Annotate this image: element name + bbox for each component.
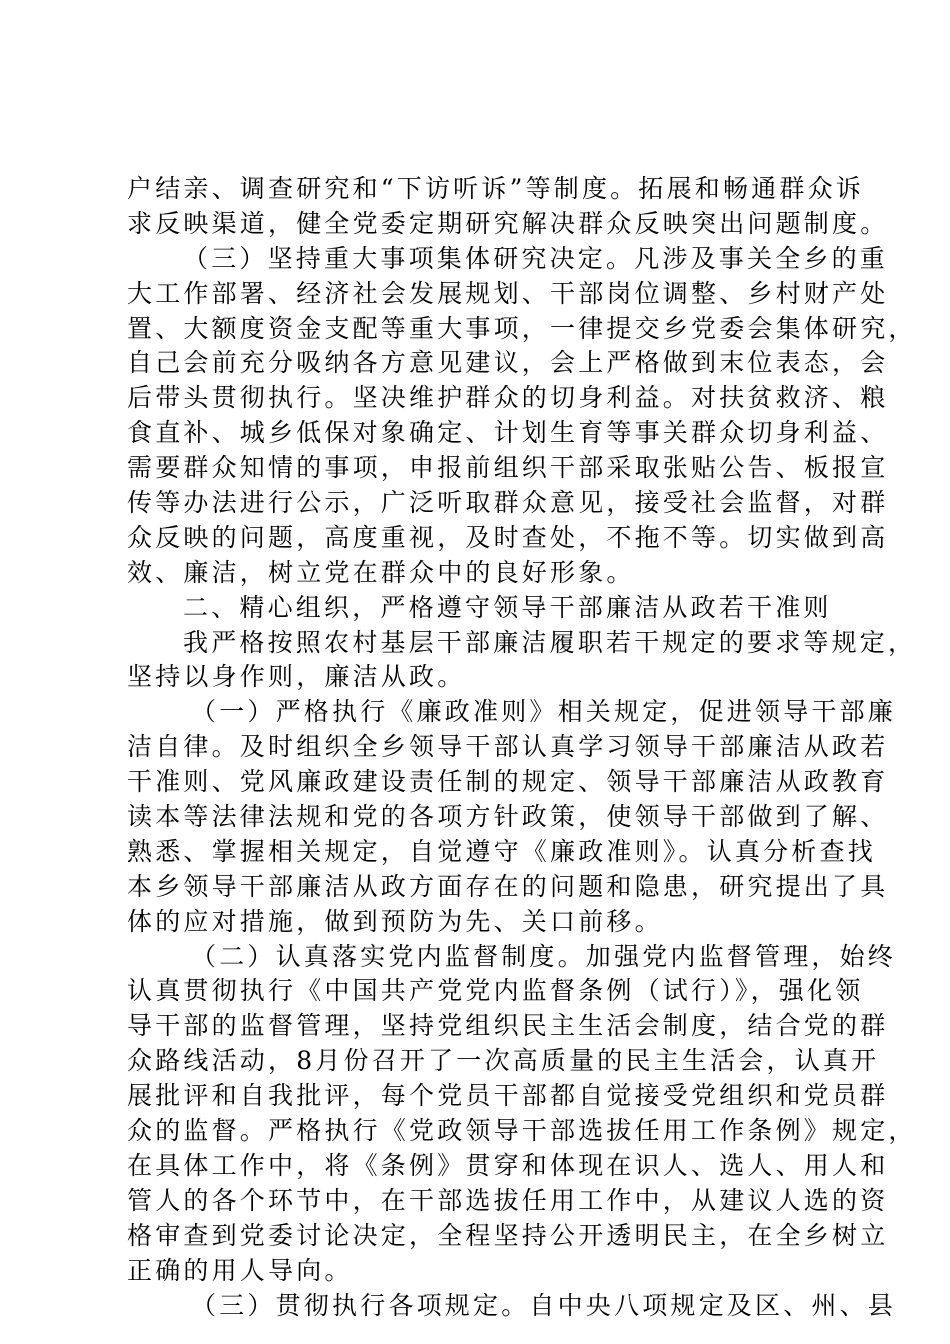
text-line: 坚持以身作则，廉洁从政。 bbox=[127, 662, 466, 692]
text-line: 管人的各个环节中，在干部选拔任用工作中，从建议人选的资 bbox=[127, 1185, 889, 1215]
text-line: （一）严格执行《廉政准则》相关规定，促进领导干部廉 bbox=[191, 697, 897, 727]
document-body bbox=[127, 172, 917, 1323]
text-line: 格审查到党委讨论决定，全程坚持公开透明民主，在全乡树立 bbox=[127, 1220, 889, 1250]
text-line: 我严格按照农村基层干部廉洁履职若干规定的要求等规定， bbox=[183, 627, 917, 657]
text-line: 正确的用人导向。 bbox=[127, 1255, 353, 1285]
text-line: （三）坚持重大事项集体研究决定。凡涉及事关全乡的重 bbox=[183, 243, 889, 273]
text-line: 本乡领导干部廉洁从政方面存在的问题和隐患，研究提出了具 bbox=[127, 871, 889, 901]
text-line: 导干部的监督管理，坚持党组织民主生活会制度，结合党的群 bbox=[127, 1011, 889, 1041]
section-heading: 二、精心组织，严格遵守领导干部廉洁从政若干准则 bbox=[183, 592, 832, 622]
text-line: 后带头贯彻执行。坚决维护群众的切身利益。对扶贫救济、粮 bbox=[127, 383, 889, 413]
text-line: 众的监督。严格执行《党政领导干部选拔任用工作条例》规定， bbox=[127, 1116, 917, 1146]
text-line: 认真贯彻执行《中国共产党党内监督条例（试行）》，强化领 bbox=[127, 976, 864, 1006]
text-line: 洁自律。及时组织全乡领导干部认真学习领导干部廉洁从政若 bbox=[127, 732, 889, 762]
text-line: （三）贯彻执行各项规定。自中央八项规定及区、州、县 bbox=[191, 1290, 897, 1320]
text-line: 置、大额度资金支配等重大事项，一律提交乡党委会集体研究， bbox=[127, 313, 917, 343]
text-line: 众反映的问题，高度重视，及时查处，不拖不等。切实做到高 bbox=[127, 522, 889, 552]
text-line: 读本等法律法规和党的各项方针政策，使领导干部做到了解、 bbox=[127, 802, 889, 832]
text-line: 在具体工作中，将《条例》贯穿和体现在识人、选人、用人和 bbox=[127, 1150, 889, 1180]
text-line: 食直补、城乡低保对象确定、计划生育等事关群众切身利益、 bbox=[127, 418, 889, 448]
text-line: 展批评和自我批评，每个党员干部都自觉接受党组织和党员群 bbox=[127, 1081, 889, 1111]
text-line: 干准则、党风廉政建设责任制的规定、领导干部廉洁从政教育 bbox=[127, 767, 889, 797]
text-line: 传等办法进行公示，广泛听取群众意见，接受社会监督，对群 bbox=[127, 488, 889, 518]
text-line: 众路线活动，8月份召开了一次高质量的民主生活会，认真开 bbox=[127, 1046, 880, 1076]
text-line: 熟悉、掌握相关规定，自觉遵守《廉政准则》。认真分析查找 bbox=[127, 836, 876, 866]
text-line: 户结亲、调查研究和“下访听诉”等制度。拓展和畅通群众诉 bbox=[127, 174, 864, 203]
text-line: 需要群众知情的事项，申报前组织干部采取张贴公告、板报宣 bbox=[127, 453, 889, 483]
text-line: 自己会前充分吸纳各方意见建议，会上严格做到末位表态，会 bbox=[127, 348, 889, 378]
text-line: （二）认真落实党内监督制度。加强党内监督管理，始终 bbox=[191, 941, 897, 971]
text-line: 效、廉洁，树立党在群众中的良好形象。 bbox=[127, 557, 635, 587]
text-line: 求反映渠道，健全党委定期研究解决群众反映突出问题制度。 bbox=[127, 208, 889, 238]
text-line: 大工作部署、经济社会发展规划、干部岗位调整、乡村财产处 bbox=[127, 278, 889, 308]
text-line: 体的应对措施，做到预防为先、关口前移。 bbox=[127, 906, 663, 936]
